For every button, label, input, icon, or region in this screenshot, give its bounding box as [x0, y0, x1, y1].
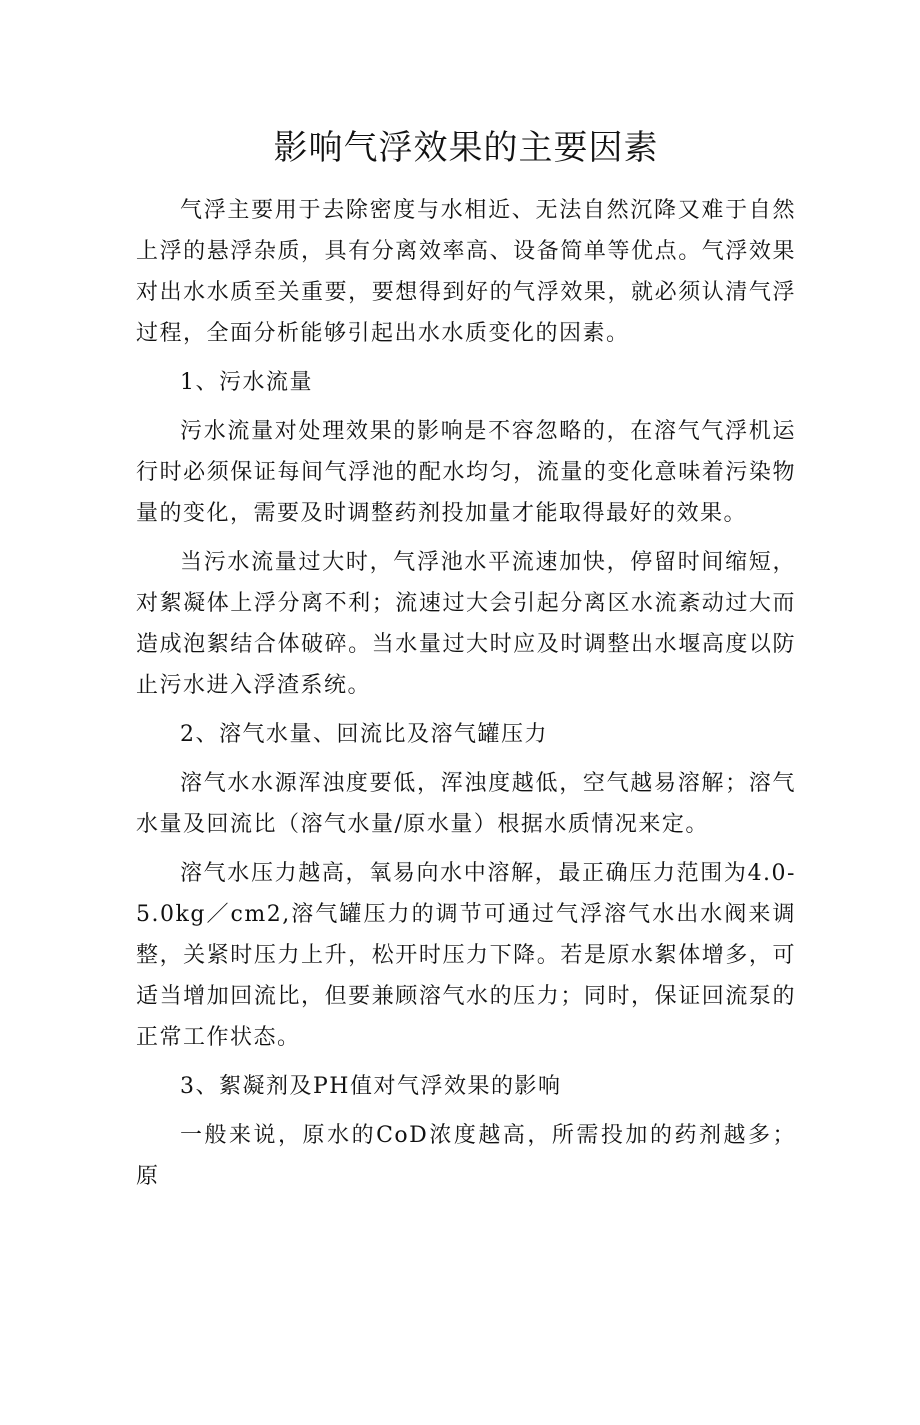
paragraph: 溶气水压力越高，氧易向水中溶解，最正确压力范围为4.0-5.0kg／cm2,溶气罐压力的调节可通过气浮溶气水出水阀来调整，关紧时压力上升，松开时压力下降。若是原水絮体增多，可适当增加回流比，但要兼顾溶气水的压力；同时，保证回流泵的正常工作状态。 — [136, 861, 796, 1050]
section-heading-dissolved-air: 2、溶气水量、回流比及溶气罐压力 — [180, 722, 548, 747]
document-body — [136, 190, 796, 1197]
paragraph: 当污水流量过大时，气浮池水平流速加快，停留时间缩短，对絮凝体上浮分离不利；流速过大会引起分离区水流紊动过大而造成泡絮结合体破碎。当水量过大时应及时调整出水堰高度以防止污水进入浮渣系统。 — [136, 550, 796, 698]
section-heading-flocculant-ph: 3、絮凝剂及PH值对气浮效果的影响 — [180, 1074, 562, 1099]
document-page — [0, 124, 920, 1425]
paragraph: 污水流量对处理效果的影响是不容忽略的，在溶气气浮机运行时必须保证每间气浮池的配水均匀，流量的变化意味着污染物量的变化，需要及时调整药剂投加量才能取得最好的效果。 — [136, 419, 796, 526]
paragraph: 一般来说，原水的CoD浓度越高，所需投加的药剂越多；原 — [136, 1123, 796, 1189]
paragraph: 溶气水水源浑浊度要低，浑浊度越低，空气越易溶解；溶气水量及回流比（溶气水量/原水量）根据水质情况来定。 — [136, 771, 796, 837]
page-title: 影响气浮效果的主要因素 — [273, 128, 659, 168]
section-heading-flow: 1、污水流量 — [180, 370, 313, 395]
intro-paragraph: 气浮主要用于去除密度与水相近、无法自然沉降又难于自然上浮的悬浮杂质，具有分离效率高、设备简单等优点。气浮效果对出水水质至关重要，要想得到好的气浮效果，就必须认清气浮过程，全面分析能够引起出水水质变化的因素。 — [136, 198, 796, 346]
